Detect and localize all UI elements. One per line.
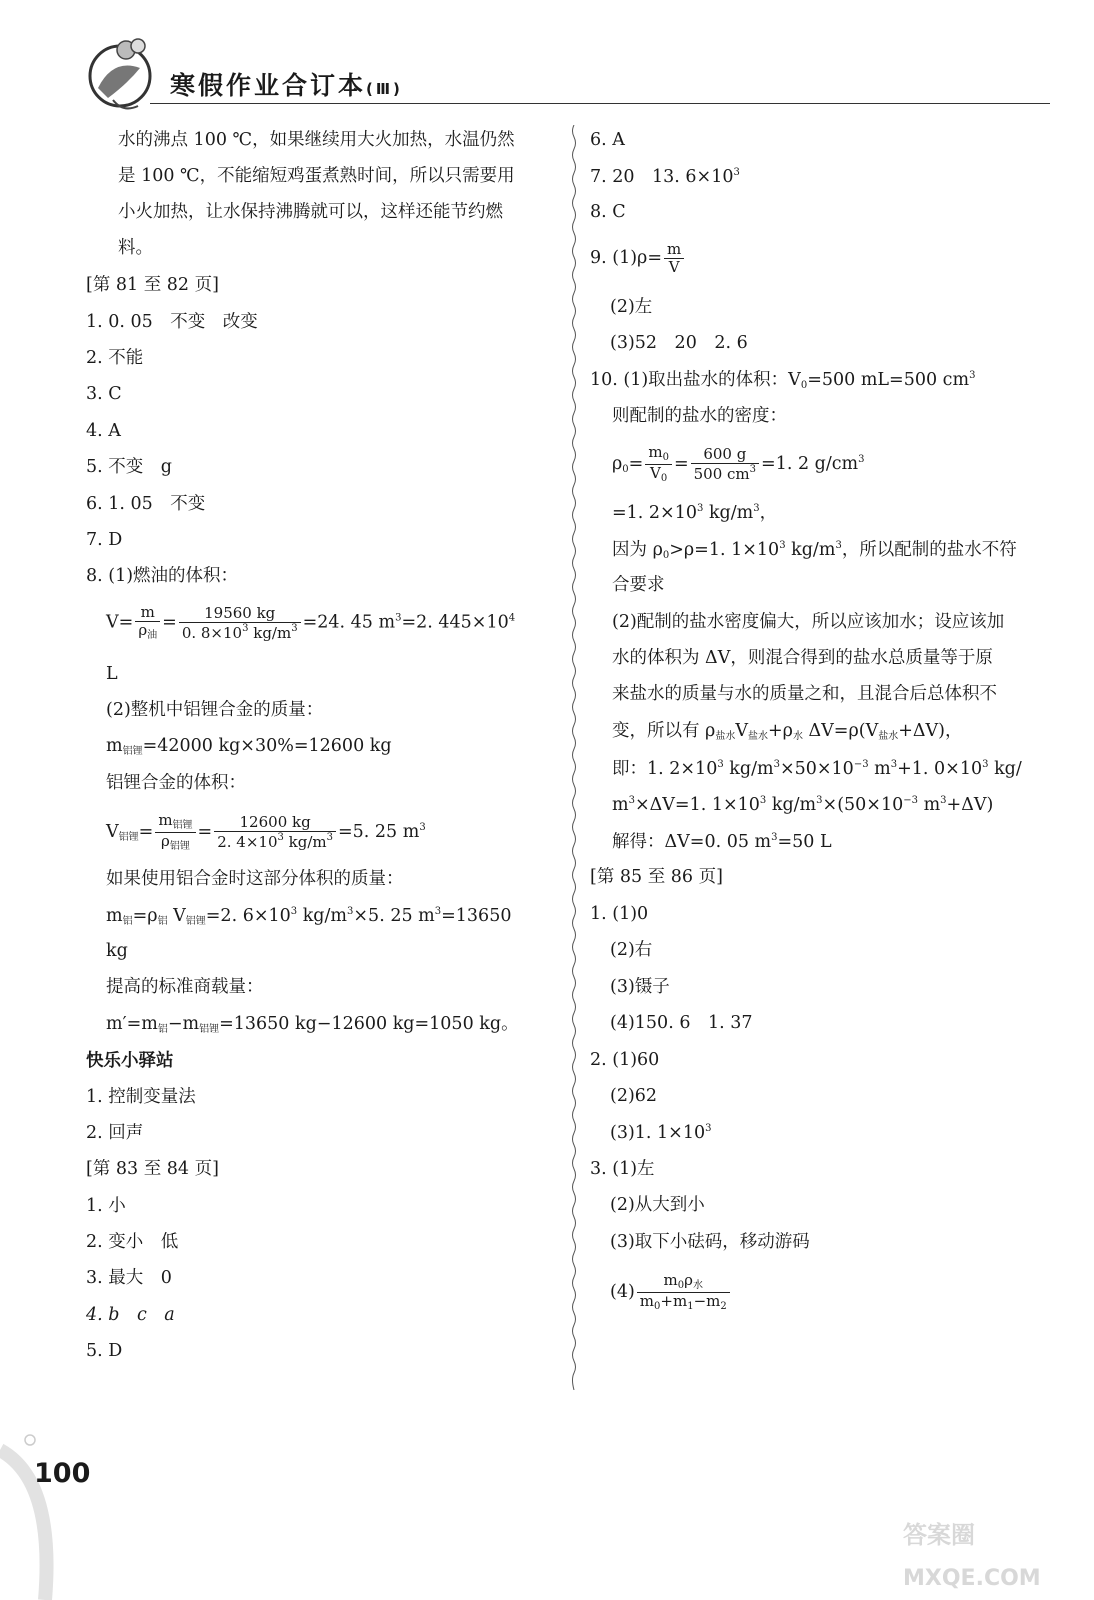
answer-item: 3. 最大 0 <box>86 1268 172 1288</box>
svg-text:答案圈: 答案圈 <box>903 1521 975 1549</box>
book-title: 寒假作业合订本(Ⅲ) <box>170 71 403 100</box>
corner-decoration <box>0 1420 70 1600</box>
answer-item: 3. C <box>86 384 122 404</box>
answer-item: 1. 小 <box>86 1196 126 1216</box>
answer-item: (3)镊子 <box>610 977 670 997</box>
answer-item: 5. 不变 g <box>86 457 172 477</box>
column-divider <box>571 125 577 1390</box>
answer-item: 1. (1)0 <box>590 904 649 924</box>
answer-item: (2)从大到小 <box>610 1195 705 1215</box>
answer-item: (4) $\frac{m_0\rho_水}{m_0+m_1-m_2}$ <box>610 1273 732 1312</box>
answer-item: 4. b c a <box>86 1305 175 1325</box>
answer-item: 2. (1)60 <box>590 1050 660 1070</box>
answer-item: 6. A <box>590 130 625 150</box>
text-line: L <box>106 664 118 684</box>
formula-final: $m'=m_铝-m_{铝锂}=13650$ kg−12600 kg=1050 kg。 <box>106 1014 519 1035</box>
answer-item: 7. 20 13. $6\times 10^3$ <box>590 167 740 187</box>
answer-item: 8. (1)燃油的体积： <box>86 566 239 586</box>
answer-item: (2)右 <box>610 940 653 960</box>
answer-item: 2. 变小 低 <box>86 1232 179 1252</box>
text-line: 小火加热，让水保持沸腾就可以，这样还能节约燃 <box>118 202 503 222</box>
text-line: (2)配制的盐水密度偏大，所以应该加水；设应该加 <box>612 612 1005 632</box>
section-heading: [第 81 至 82 页] <box>86 275 219 295</box>
text-line: 如果使用铝合金时这部分体积的质量： <box>106 869 404 889</box>
mascot-logo <box>78 28 173 118</box>
answer-item: 10. (1)取出盐水的体积：$V_0=500$ mL=500 $cm^3$ <box>590 370 976 391</box>
svg-text:MXQE.COM: MXQE.COM <box>903 1566 1041 1591</box>
text-line: 则配制的盐水的密度： <box>612 406 787 426</box>
text-line: 来盐水的质量与水的质量之和，且混合后总体积不 <box>612 684 997 704</box>
answer-item: (3)取下小砝码，移动游码 <box>610 1232 810 1252</box>
answer-item: 8. C <box>590 202 626 222</box>
formula-mass: $m_{铝锂}=42000$ kg×30%=12600 kg <box>106 736 392 757</box>
text-line: 水的沸点 100 ℃，如果继续用大火加热，水温仍然 <box>118 130 515 150</box>
text-line: 合要求 <box>612 575 665 595</box>
answer-item: 1. 控制变量法 <box>86 1087 196 1107</box>
formula-density: $\rho_0=$ $\frac{m_0}{V_0}$ = $\frac{600 g}{500 cm^3}$ =1. 2 $g/cm^3$ <box>612 443 865 484</box>
text-line: 是 100 ℃，不能缩短鸡蛋煮熟时间，所以只需要用 <box>118 166 515 186</box>
text-line: 因为 $\rho_0>\rho=1$. $1\times 10^3$ $kg/m^3$，所以配制的盐水不符 <box>612 540 1017 561</box>
text-line: $m^3\times\Delta V=1$. $1\times 10^3$ $kg/m^3\times(50\times 10^{-3}$ $m^3+\Delta V$) <box>612 795 994 815</box>
header-rule <box>150 103 1050 104</box>
formula-mass-al: $m_铝=\rho_铝$ $V_{铝锂}=2$. $6\times 10^3$ $kg/m^3\times 5$. 25 $m^3=13650$ <box>106 906 512 927</box>
answer-item: (3)52 20 2. 6 <box>610 333 748 353</box>
text-line: 即：1. $2\times 10^3$ $kg/m^3\times 50\times 10^{-3}$ $m^3+1$. $0\times 10^3$ kg/ <box>612 759 1022 779</box>
text-line: 提高的标准商载量： <box>106 977 264 997</box>
answer-item: (3)1. $1\times 10^3$ <box>610 1123 712 1143</box>
section-heading: [第 85 至 86 页] <box>590 867 723 887</box>
answer-item: 4. A <box>86 421 121 441</box>
answer-item: (2)62 <box>610 1086 658 1106</box>
answer-item: 1. 0. 05 不变 改变 <box>86 312 258 332</box>
section-heading: 快乐小驿站 <box>86 1051 174 1071</box>
answer-item: (2)左 <box>610 297 653 317</box>
text-line: 铝锂合金的体积： <box>106 773 246 793</box>
formula-volume-alloy: $V_{铝锂}=$ $\frac{m_{铝锂}}{\rho_{铝锂}}$ = $\frac{12600 kg}{2. 4\times 10^3 kg/m^3}$ =5. 25 $m^3$ <box>106 811 426 852</box>
text-line: 变，所以有 $\rho_{盐水}V_{盐水}+\rho_水$ $\Delta V=\rho(V_{盐水}+\Delta V)$， <box>612 721 963 742</box>
formula-volume: V= $\frac{m}{\rho_油}$ = $\frac{19560 kg}{0. 8\times 10^3 kg/m^3}$ =24. 45 $m^3=2$. $445\times 10^4$ <box>106 603 516 642</box>
answer-item: 7. D <box>86 530 123 550</box>
text-line: 水的体积为 ΔV，则混合得到的盐水总质量等于原 <box>612 648 993 668</box>
answer-item: 2. 回声 <box>86 1123 144 1143</box>
text-line: kg <box>106 941 128 961</box>
answer-item: 6. 1. 05 不变 <box>86 494 206 514</box>
page-number: 100 <box>34 1458 91 1489</box>
text-line: 料。 <box>118 238 153 258</box>
answer-item: (4)150. 6 1. 37 <box>610 1013 753 1033</box>
answer-item: 3. (1)左 <box>590 1159 655 1179</box>
answer-item: 5. D <box>86 1341 123 1361</box>
text-line: =1. $2\times 10^3$ $kg/m^3$， <box>612 503 778 523</box>
text-line: (2)整机中铝锂合金的质量： <box>106 700 324 720</box>
answer-item: 2. 不能 <box>86 348 144 368</box>
text-line: 解得：ΔV=0. 05 $m^3=50$ L <box>612 832 832 852</box>
watermark-logo <box>895 1505 1080 1595</box>
section-heading: [第 83 至 84 页] <box>86 1159 219 1179</box>
answer-item: 9. (1)ρ= $\frac{m}{V}$ <box>590 242 686 275</box>
